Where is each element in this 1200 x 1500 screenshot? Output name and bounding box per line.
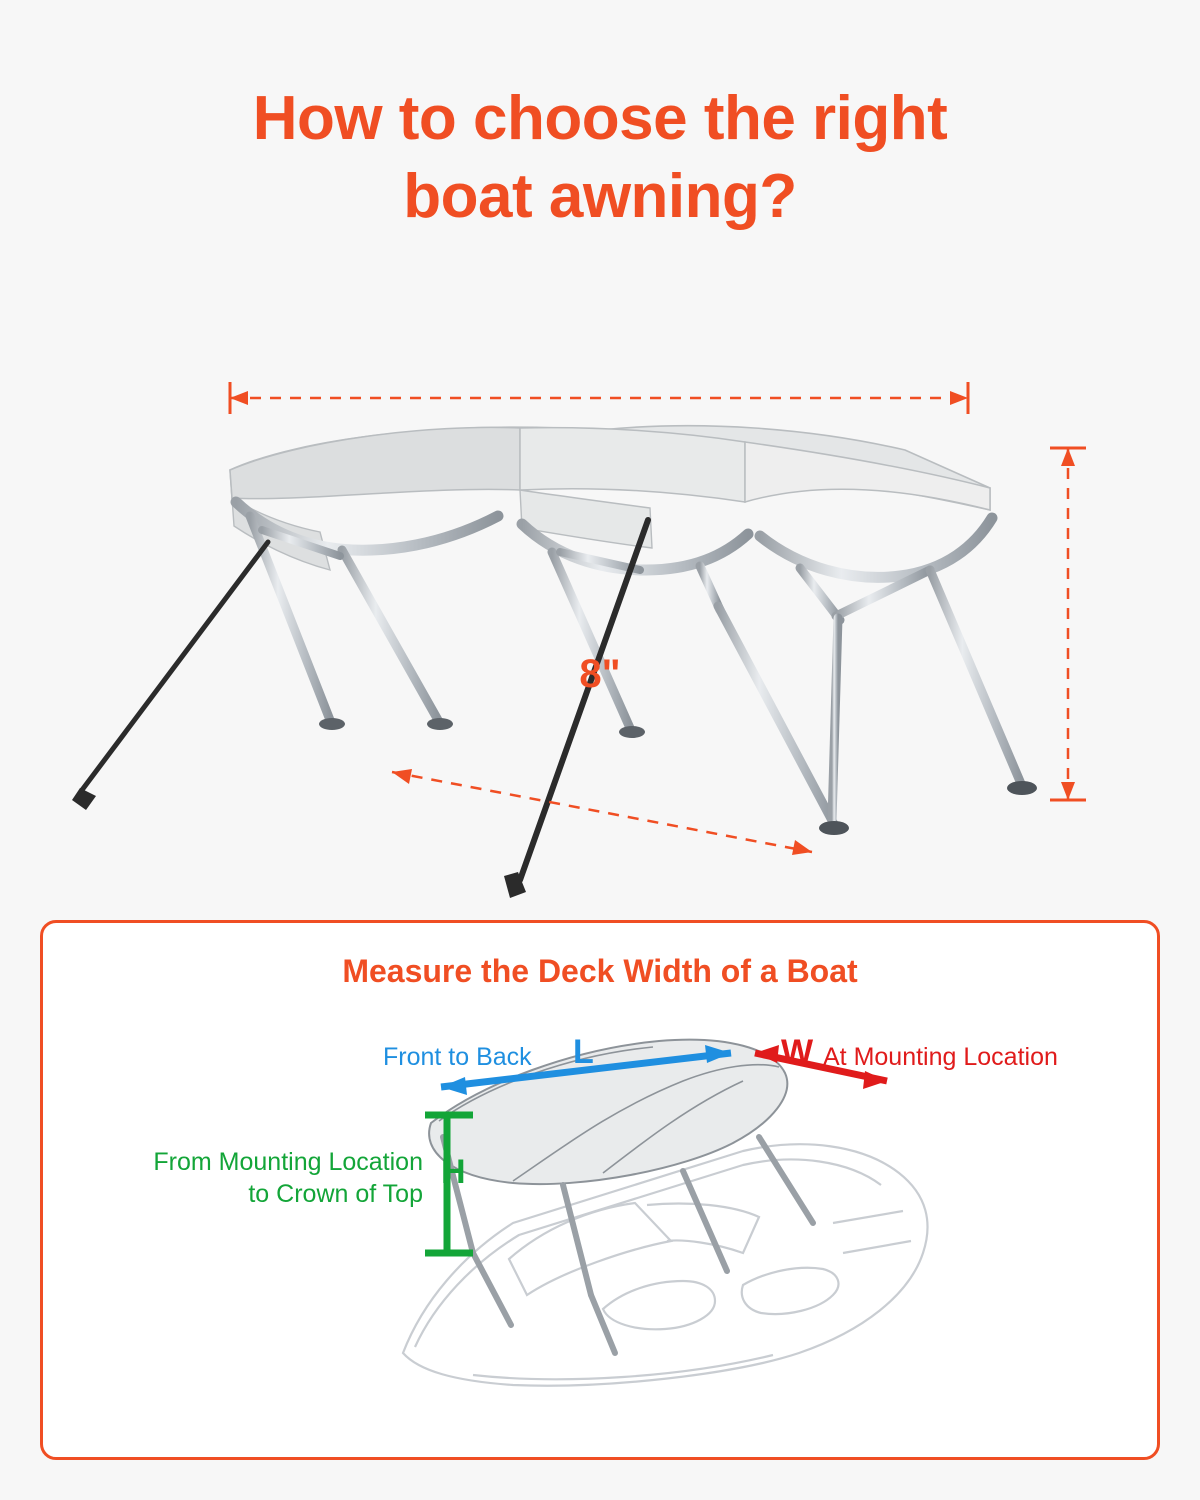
card-title: Measure the Deck Width of a Boat: [342, 953, 858, 989]
label-height-letter: H: [441, 1153, 466, 1191]
bimini-diagram: [0, 320, 1200, 920]
bimini-illustration: [0, 320, 1200, 920]
strap-left-clip: [72, 788, 96, 810]
leg-mid-right: [718, 606, 836, 828]
leg-mid-left: [552, 552, 630, 728]
strap-center: [520, 520, 648, 880]
foot-2: [427, 718, 453, 730]
label-from-mounting-line2: to Crown of Top: [248, 1180, 423, 1208]
foot-5: [1007, 781, 1037, 795]
label-front-to-back: Front to Back: [383, 1043, 532, 1071]
canopy-left-panel: [230, 427, 520, 498]
dimension-right: [1050, 448, 1086, 800]
label-length-letter: L: [573, 1033, 594, 1071]
page-title: [0, 80, 1200, 235]
label-width-letter: W: [781, 1033, 814, 1071]
dimension-top: [230, 382, 968, 414]
label-from-mounting-line1: From Mounting Location: [153, 1148, 423, 1176]
measure-deck-width-card: [40, 920, 1160, 1460]
leg-rear-left: [832, 618, 838, 820]
dimension-length-value: 8": [579, 652, 621, 696]
foot-3: [619, 726, 645, 738]
foot-1: [319, 718, 345, 730]
frame-bow-rear: [760, 518, 992, 577]
boat-bimini: [429, 1040, 813, 1353]
page-title-line1: How to choose the right: [252, 84, 948, 153]
dimension-label-length: [0, 652, 1200, 697]
page-title-line2: boat awning?: [403, 161, 797, 231]
dimension-bottom: [392, 769, 812, 855]
label-at-mounting-location: At Mounting Location: [823, 1043, 1058, 1071]
foot-4: [819, 821, 849, 835]
canopy-middle-panel: [520, 428, 745, 502]
